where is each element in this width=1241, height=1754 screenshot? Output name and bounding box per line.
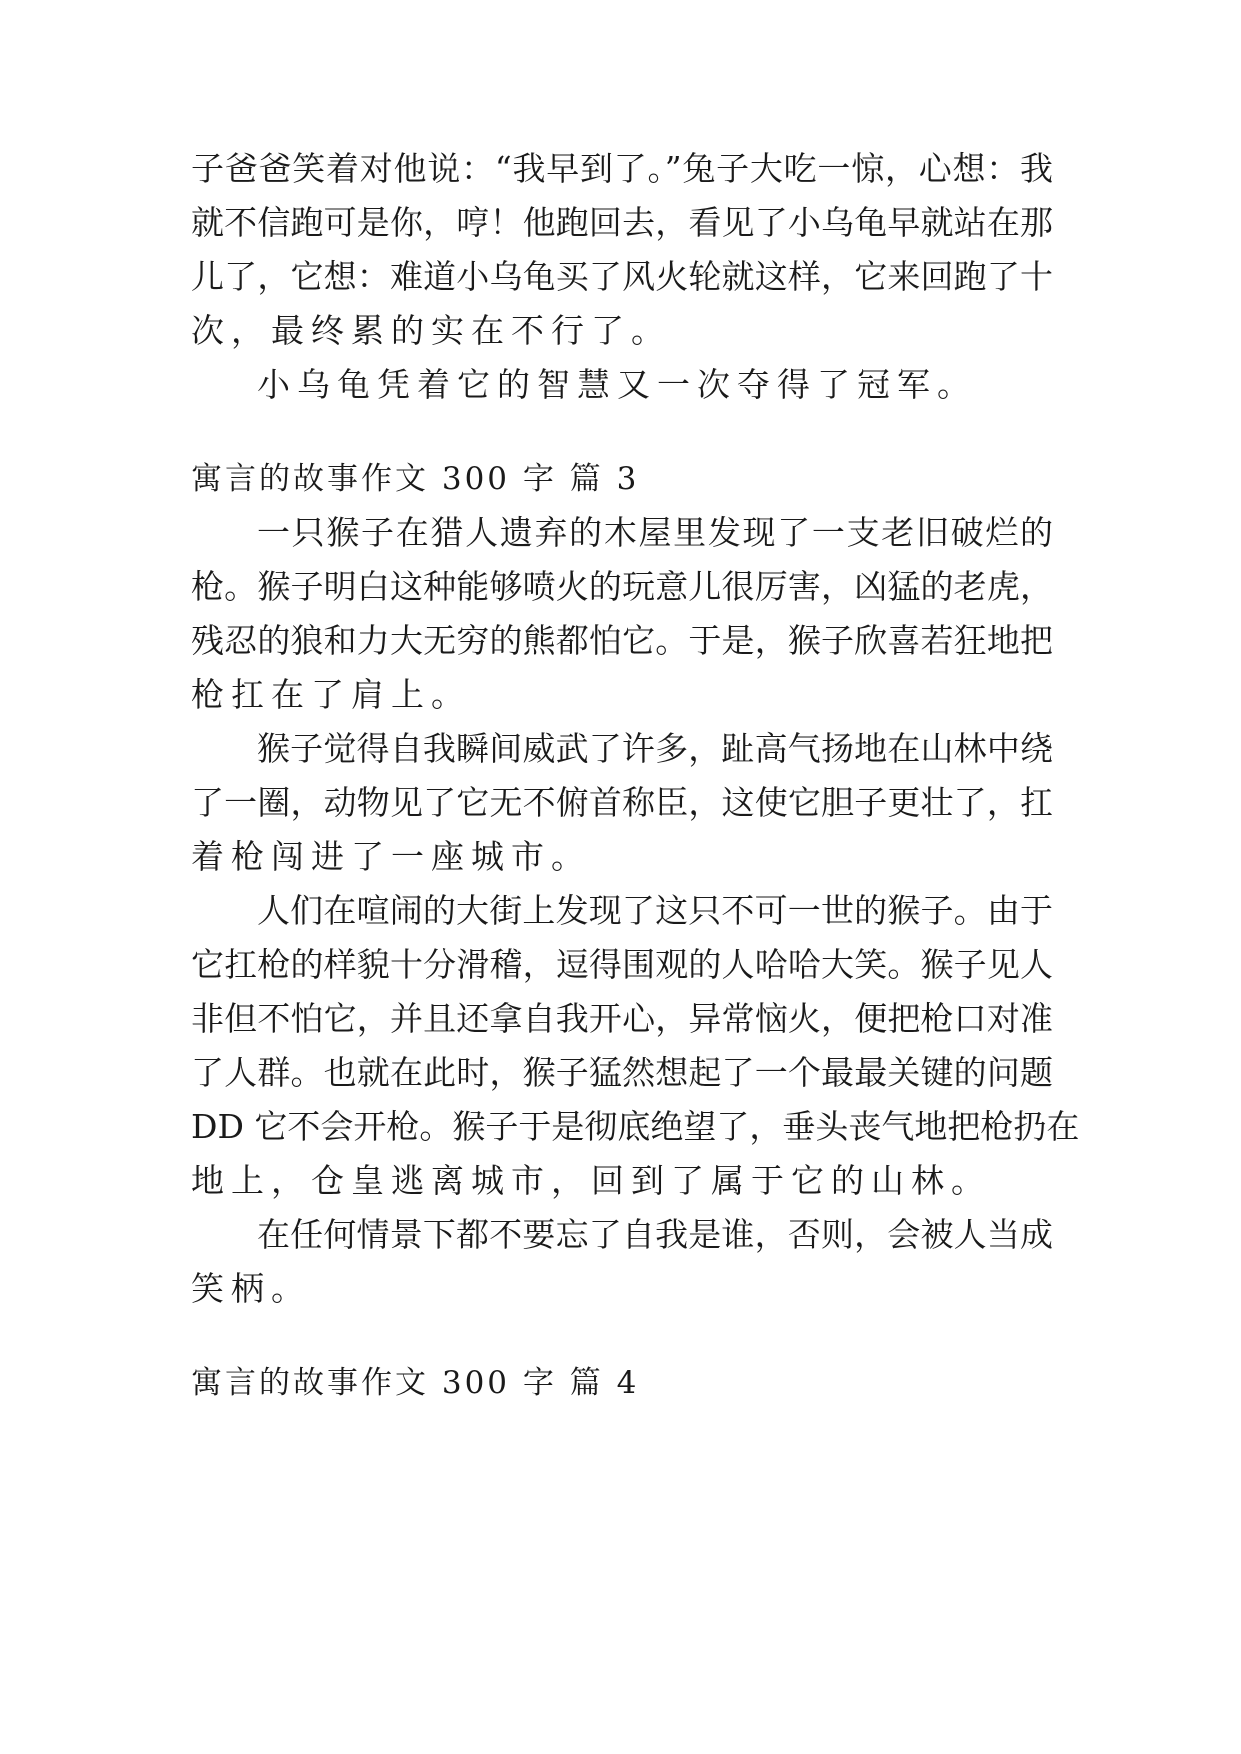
section-heading: 寓言的故事作文 300 字 篇 3 xyxy=(191,461,640,497)
paragraph-line: 笑柄。 xyxy=(191,1269,311,1308)
paragraph-line: 就不信跑可是你，哼！他跑回去，看见了小乌龟早就站在那 xyxy=(191,203,1053,242)
paragraph-line: 了一圈，动物见了它无不俯首称臣，这使它胆子更壮了，扛 xyxy=(191,783,1053,822)
paragraph-line: 它扛枪的样貌十分滑稽，逗得围观的人哈哈大笑。猴子见人 xyxy=(191,945,1053,984)
paragraph-line: 了人群。也就在此时，猴子猛然想起了一个最最关键的问题 xyxy=(191,1053,1053,1092)
paragraph-line: 非但不怕它，并且还拿自我开心，异常恼火，便把枪口对准 xyxy=(191,999,1053,1038)
paragraph-line: 枪。猴子明白这种能够喷火的玩意儿很厉害，凶猛的老虎， xyxy=(191,567,1053,606)
paragraph-line: 小乌龟凭着它的智慧又一次夺得了冠军。 xyxy=(257,365,977,404)
paragraph-line: 着枪闯进了一座城市。 xyxy=(191,837,591,876)
section-heading: 寓言的故事作文 300 字 篇 4 xyxy=(191,1365,640,1401)
paragraph-line: 儿了，它想：难道小乌龟买了风火轮就这样，它来回跑了十 xyxy=(191,257,1053,296)
document-page xyxy=(191,0,1080,1754)
paragraph-line: 人们在喧闹的大街上发现了这只不可一世的猴子。由于 xyxy=(257,891,1053,930)
paragraph-line: 残忍的狼和力大无穷的熊都怕它。于是，猴子欣喜若狂地把 xyxy=(191,621,1053,660)
paragraph-line: 一只猴子在猎人遗弃的木屋里发现了一支老旧破烂的 xyxy=(257,513,1053,552)
paragraph-line: DD 它不会开枪。猴子于是彻底绝望了，垂头丧气地把枪扔在 xyxy=(191,1107,1080,1146)
paragraph-line: 子爸爸笑着对他说：“我早到了。”兔子大吃一惊，心想：我 xyxy=(191,149,1053,188)
paragraph-line: 地上，仓皇逃离城市，回到了属于它的山林。 xyxy=(191,1161,991,1200)
paragraph-line: 枪扛在了肩上。 xyxy=(191,675,471,714)
paragraph-line: 在任何情景下都不要忘了自我是谁，否则，会被人当成 xyxy=(257,1215,1053,1254)
paragraph-line: 猴子觉得自我瞬间威武了许多，趾高气扬地在山林中绕 xyxy=(257,729,1053,768)
paragraph-line: 次，最终累的实在不行了。 xyxy=(191,311,671,350)
